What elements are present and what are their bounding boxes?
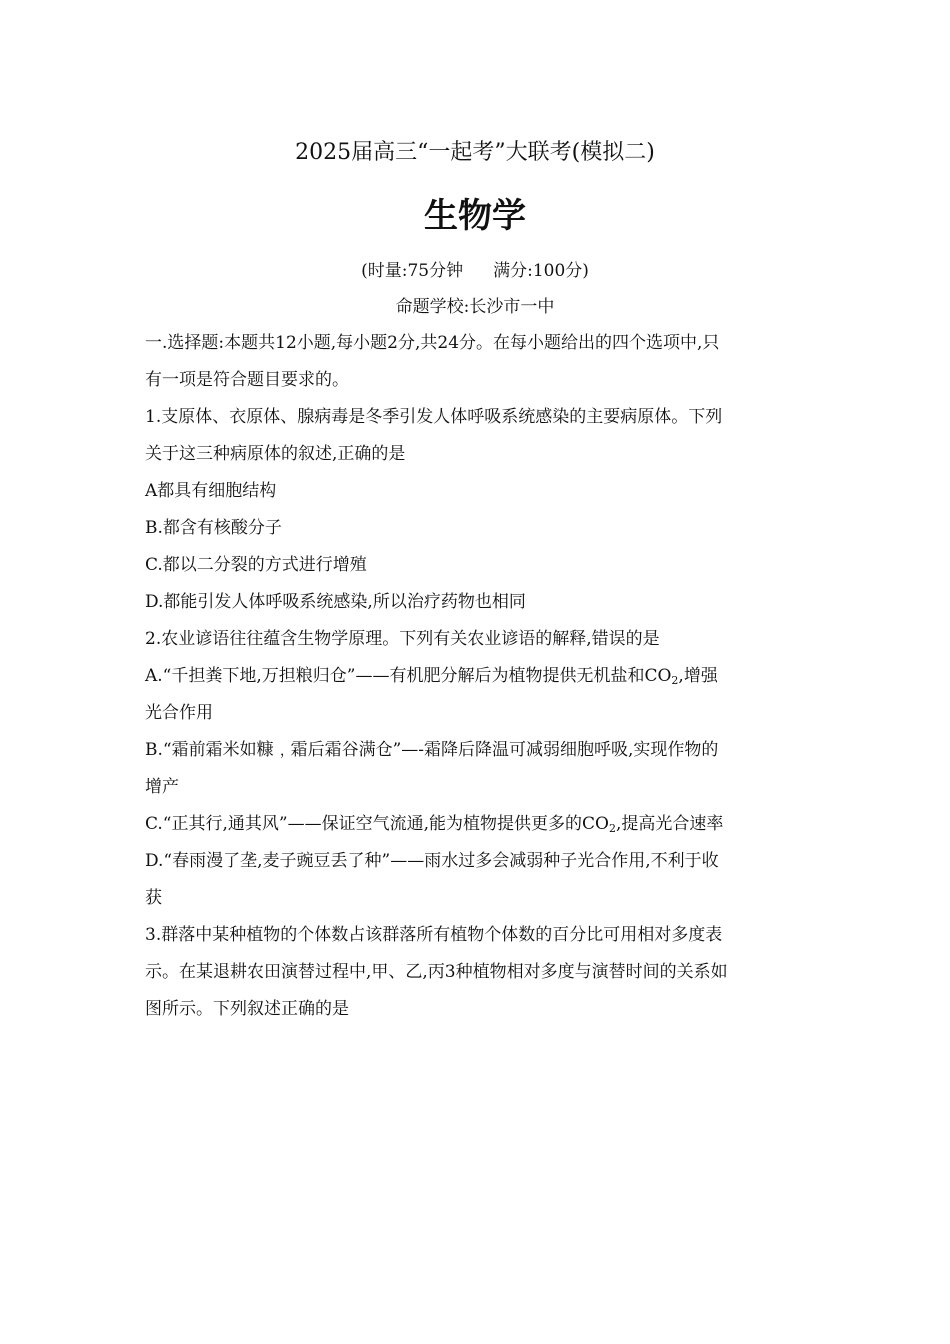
section-instructions-line-1: 一.选择题:本题共12小题,每小题2分,共24分。在每小题给出的四个选项中,只	[145, 333, 720, 353]
q1-stem-line-1: 1.支原体、衣原体、腺病毒是冬季引发人体呼吸系统感染的主要病原体。下列	[145, 407, 723, 427]
time-limit: (时量:75分钟	[361, 261, 464, 281]
exam-title: 2025届高三“一起考”大联考(模拟二)	[295, 140, 655, 165]
q1-option-b: B.都含有核酸分子	[145, 518, 282, 538]
q2-option-b-line-1: B.“霜前霜米如糠﹐霜后霜谷满仓”—-霜降后降温可减弱细胞呼吸,实现作物的	[145, 740, 719, 760]
q2-option-c-text: C.“正其行,通其风”——保证空气流通,能为植物提供更多的CO	[145, 814, 609, 834]
co2-subscript: 2	[671, 674, 679, 687]
full-score: 满分:100分)	[493, 261, 589, 281]
q1-option-c: C.都以二分裂的方式进行增殖	[145, 555, 367, 575]
q2-option-a-line-1	[145, 663, 810, 694]
q2-option-b-line-2: 增产	[145, 777, 179, 797]
exam-meta	[0, 258, 950, 284]
q1-option-d: D.都能引发人体呼吸系统感染,所以治疗药物也相同	[145, 592, 526, 612]
q3-stem-line-2: 示。在某退耕农田演替过程中,甲、乙,丙3种植物相对多度与演替时间的关系如	[145, 962, 728, 982]
q2-option-d-line-2: 获	[145, 888, 162, 908]
q2-option-a-tail: ,增强	[678, 666, 718, 686]
q1-stem-line-2: 关于这三种病原体的叙述,正确的是	[145, 444, 406, 464]
q3-stem-line-3: 图所示。下列叙述正确的是	[145, 999, 349, 1019]
setting-school: 命题学校:长沙市一中	[395, 297, 555, 317]
subject-title: 生物学	[424, 196, 526, 236]
q2-stem: 2.农业谚语往往蕴含生物学原理。下列有关农业谚语的解释,错误的是	[145, 629, 660, 649]
co2-subscript: 2	[608, 822, 616, 835]
q3-stem-line-1: 3.群落中某种植物的个体数占该群落所有植物个体数的百分比可用相对多度表	[145, 925, 723, 945]
section-instructions-line-2: 有一项是符合题目要求的。	[145, 370, 349, 390]
q2-option-c-tail: ,提高光合速率	[615, 814, 724, 834]
q2-option-a-line-2: 光合作用	[145, 703, 213, 723]
q2-option-d-line-1: D.“春雨漫了垄,麦子豌豆丢了种”——雨水过多会减弱种子光合作用,不利于收	[145, 851, 719, 871]
q2-option-c	[145, 811, 810, 842]
q2-option-a-text: A.“千担粪下地,万担粮归仓”——有机肥分解后为植物提供无机盐和CO	[145, 666, 672, 686]
q1-option-a: A都具有细胞结构	[145, 481, 277, 501]
